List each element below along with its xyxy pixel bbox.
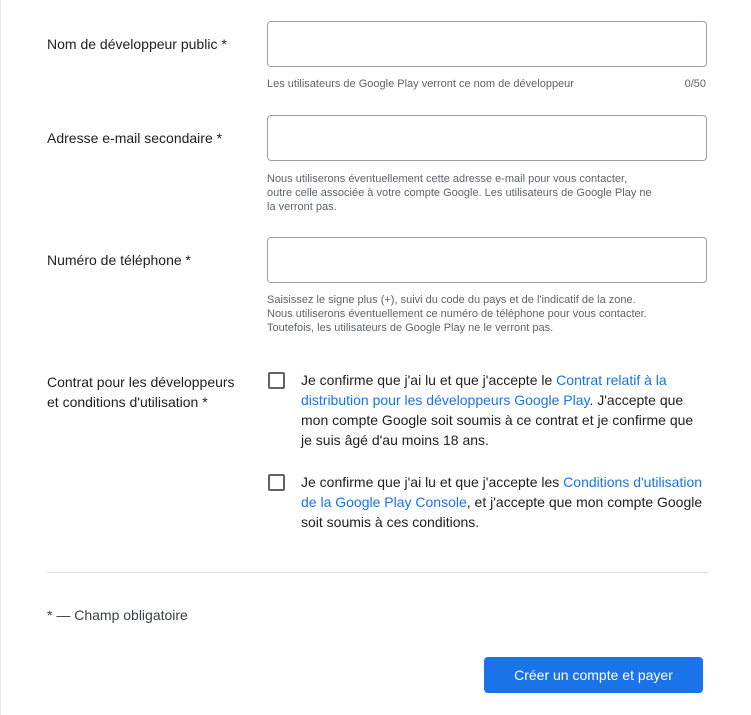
- phone-input[interactable]: [267, 237, 707, 283]
- help-line: Nous utiliserons éventuellement cette adresse e-mail pour vous contacter,: [267, 173, 628, 185]
- contract-label-line: Contrat pour les développeurs: [47, 374, 235, 390]
- help-line: outre celle associée à votre compte Google. Les utilisateurs de Google Play ne: [267, 187, 652, 199]
- required-field-note: * — Champ obligatoire: [47, 607, 188, 623]
- terms-of-use-text: [301, 472, 703, 532]
- help-line: la verront pas.: [267, 201, 337, 213]
- terms-of-use-link[interactable]: Conditions d'utilisation de la Google Play Console: [301, 474, 703, 510]
- divider: [47, 572, 709, 573]
- phone-label: Numéro de téléphone *: [47, 252, 191, 268]
- developer-name-counter: 0/50: [684, 78, 706, 90]
- secondary-email-input[interactable]: [267, 115, 707, 161]
- secondary-email-help: [267, 172, 707, 214]
- contract-label: [47, 372, 235, 412]
- checkbox-text-before: Je confirme que j'ai lu et que j'accepte les: [301, 474, 564, 490]
- terms-of-use-checkbox[interactable]: [268, 474, 285, 491]
- secondary-email-label: Adresse e-mail secondaire *: [47, 130, 223, 146]
- developer-name-label: Nom de développeur public *: [47, 36, 227, 52]
- developer-name-input[interactable]: [267, 21, 707, 67]
- checkbox-text-after: . J'accepte que mon compte Google soit soumis à ce contrat et je confirme que je suis âgé d'au moins 18 ans.: [301, 392, 694, 448]
- left-border: [0, 0, 1, 715]
- distribution-agreement-link[interactable]: Contrat relatif à la distribution pour les développeurs Google Play: [301, 372, 667, 408]
- help-line: Toutefois, les utilisateurs de Google Play ne le verront pas.: [267, 322, 554, 334]
- help-line: Nous utiliserons éventuellement ce numéro de téléphone pour vous contacter.: [267, 308, 647, 320]
- phone-help: [267, 293, 707, 335]
- distribution-agreement-checkbox[interactable]: [268, 372, 285, 389]
- contract-label-line: et conditions d'utilisation *: [47, 394, 208, 410]
- help-line: Saisissez le signe plus (+), suivi du code du pays et de l'indicatif de la zone.: [267, 294, 636, 306]
- distribution-agreement-text: [301, 370, 703, 450]
- developer-name-help: Les utilisateurs de Google Play verront ce nom de développeur: [267, 78, 574, 90]
- checkbox-text-after: , et j'accepte que mon compte Google soit soumis à ces conditions.: [301, 494, 703, 530]
- create-account-and-pay-button[interactable]: Créer un compte et payer: [484, 657, 703, 693]
- checkbox-text-before: Je confirme que j'ai lu et que j'accepte le: [301, 372, 557, 388]
